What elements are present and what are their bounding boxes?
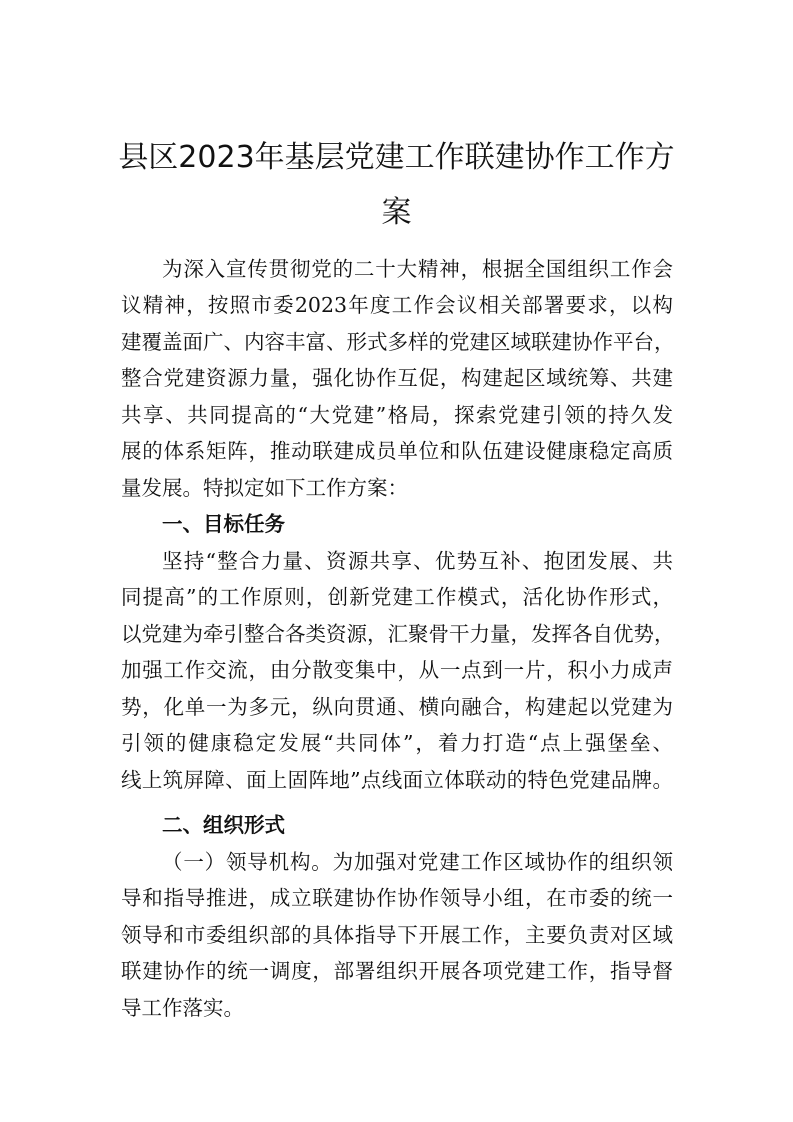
document-title-line2: 案: [381, 195, 412, 230]
text-line: 同提高”的工作原则，创新党建工作模式，活化协作形式，: [121, 585, 673, 609]
text-line: 加强工作交流，由分散变集中，从一点到一片，积小力成声: [121, 658, 673, 682]
text-line: 量发展。特拟定如下工作方案：: [121, 476, 408, 500]
text-line: 引领的健康稳定发展“共同体”，着力打造“点上强堡垒、: [121, 731, 673, 755]
section-heading-goals: 一、目标任务: [162, 512, 285, 536]
text-line: 导工作落实。: [121, 996, 244, 1020]
text-line: 共享、共同提高的“大党建”格局，探索党建引领的持久发: [121, 403, 673, 427]
text-line: 整合党建资源力量，强化协作互促，构建起区域统筹、共建: [121, 366, 673, 390]
text-line: 以党建为牵引整合各类资源，汇聚骨干力量，发挥各自优势，: [121, 622, 675, 646]
text-line: 线上筑屏障、面上固阵地”点线面立体联动的特色党建品牌。: [121, 768, 673, 792]
text-line: 展的体系矩阵，推动联建成员单位和队伍建设健康稳定高质: [121, 439, 673, 463]
text-line: （一）领导机构。为加强对党建工作区域协作的组织领: [162, 850, 673, 874]
text-line: 建覆盖面广、内容丰富、形式多样的党建区域联建协作平台，: [121, 330, 675, 354]
text-line: 领导和市委组织部的具体指导下开展工作，主要负责对区域: [121, 923, 673, 947]
text-line: 为深入宣传贯彻党的二十大精神，根据全国组织工作会: [162, 257, 673, 281]
document-title-line1: 县区2023年基层党建工作联建协作工作方: [118, 140, 675, 175]
section-heading-organization: 二、组织形式: [162, 813, 285, 837]
text-line: 坚持“整合力量、资源共享、优势互补、抱团发展、共: [162, 549, 673, 573]
text-line: 联建协作的统一调度，部署组织开展各项党建工作，指导督: [121, 959, 673, 983]
text-line: 势，化单一为多元，纵向贯通、横向融合，构建起以党建为: [121, 695, 673, 719]
text-line: 议精神，按照市委2023年度工作会议相关部署要求，以构: [121, 293, 673, 317]
text-line: 导和指导推进，成立联建协作协作领导小组，在市委的统一: [121, 886, 673, 910]
